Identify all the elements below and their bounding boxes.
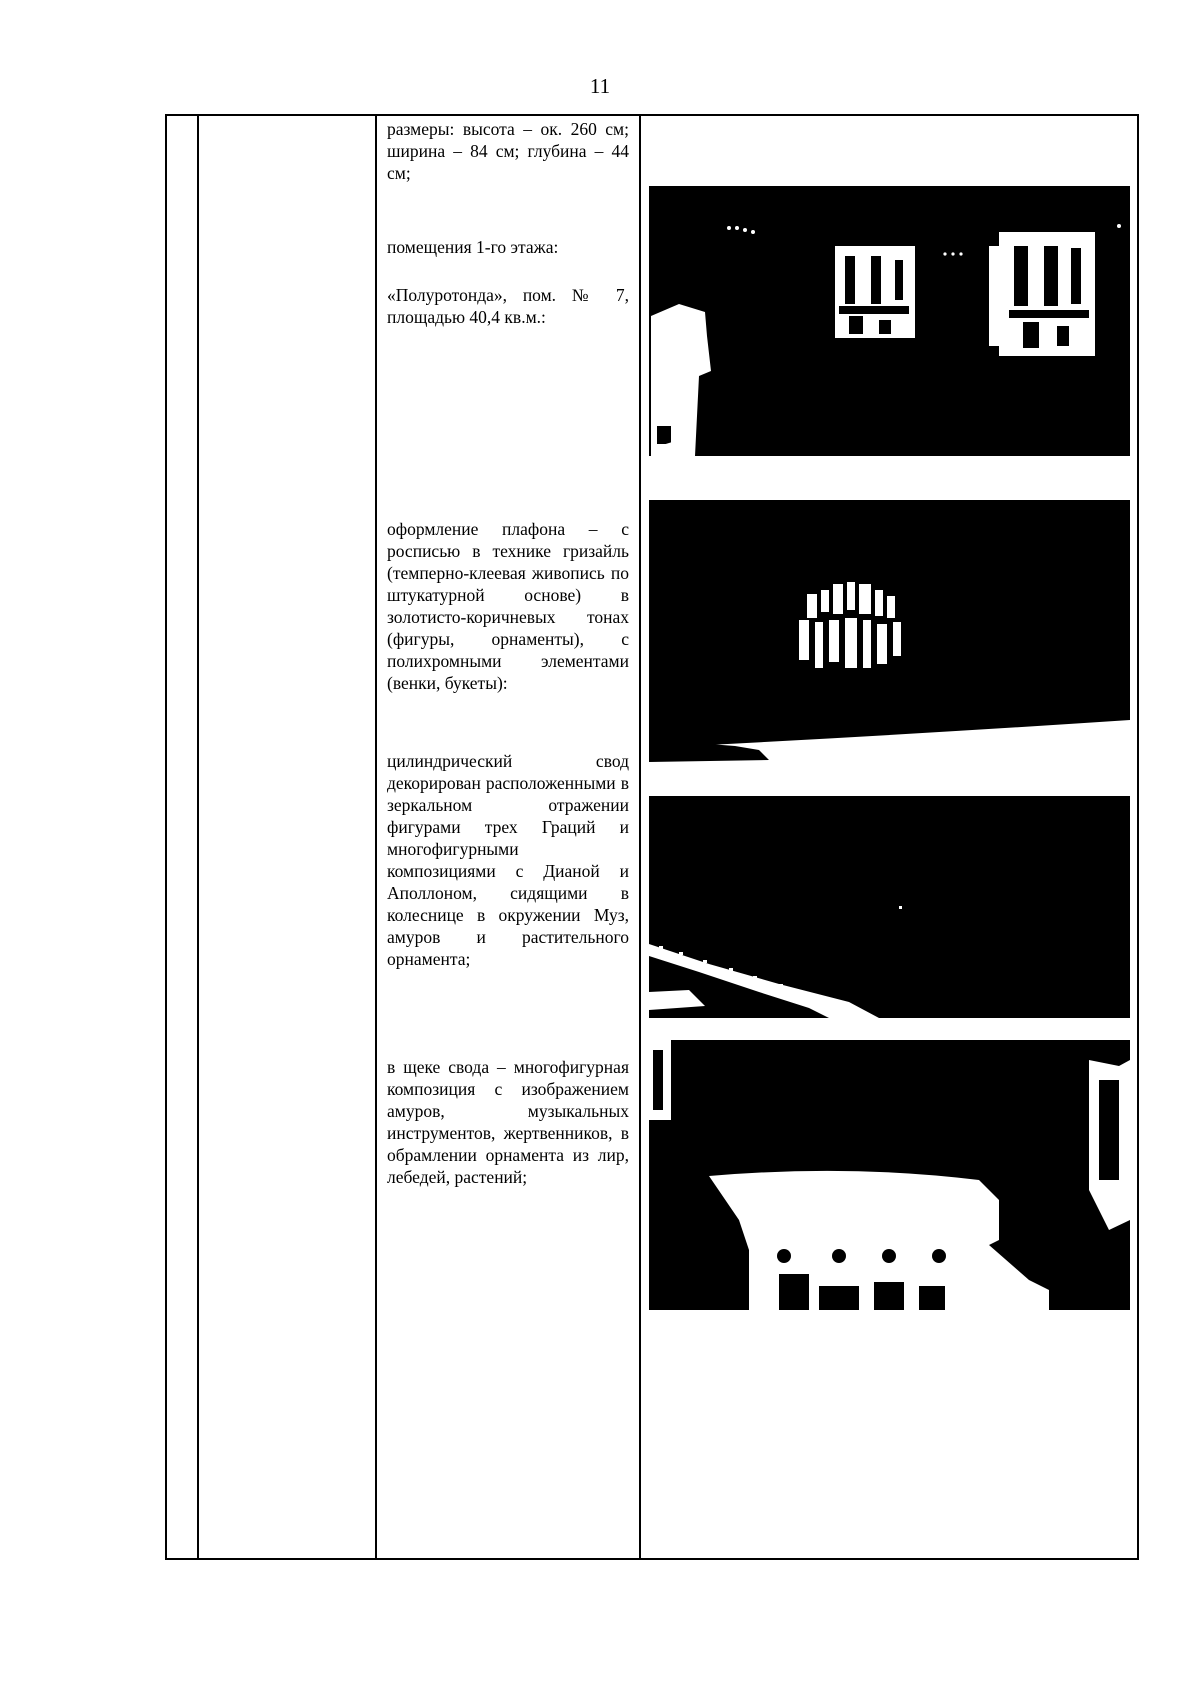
photo-vault-cheek bbox=[649, 1040, 1130, 1310]
paragraph-floor: помещения 1-го этажа: bbox=[387, 237, 559, 257]
photo-ceiling-chandelier bbox=[649, 500, 1130, 772]
column-divider bbox=[639, 114, 641, 1560]
paragraph-dimensions: размеры: высота – ок. 260 см; ширина – 84 см; глубина – 44 см; bbox=[387, 119, 629, 183]
paragraph-room: «Полуротонда», пом. № 7, площадью 40,4 кв.м.: bbox=[387, 285, 629, 327]
column-divider bbox=[197, 114, 199, 1560]
photo-room-interior bbox=[649, 186, 1130, 456]
photo-painted-vault bbox=[649, 796, 1130, 1018]
column-divider bbox=[375, 114, 377, 1560]
page-number: 11 bbox=[589, 74, 611, 98]
paragraph-vault-cheek: в щеке свода – многофигурная композиция с изображением амуров, музыкальных инструментов, жертвенников, в обрамлении орнамента из лир, лебедей, растений; bbox=[387, 1057, 629, 1187]
paragraph-vault: цилиндрический свод декорирован расположенными в зеркальном отражении фигурами трех Граций и многофигурными композициями с Дианой и Аполлоном, сидящими в колеснице в окружении Муз, амуров и растительного орнамента; bbox=[387, 751, 629, 969]
paragraph-ceiling-decor: оформление плафона – с росписью в технике гризайль (темперно-клеевая живопись по штукатурной основе) в золотисто-коричневых тонах (фигуры, орнаменты), с полихромными элементами (венки, букеты): bbox=[387, 519, 629, 693]
